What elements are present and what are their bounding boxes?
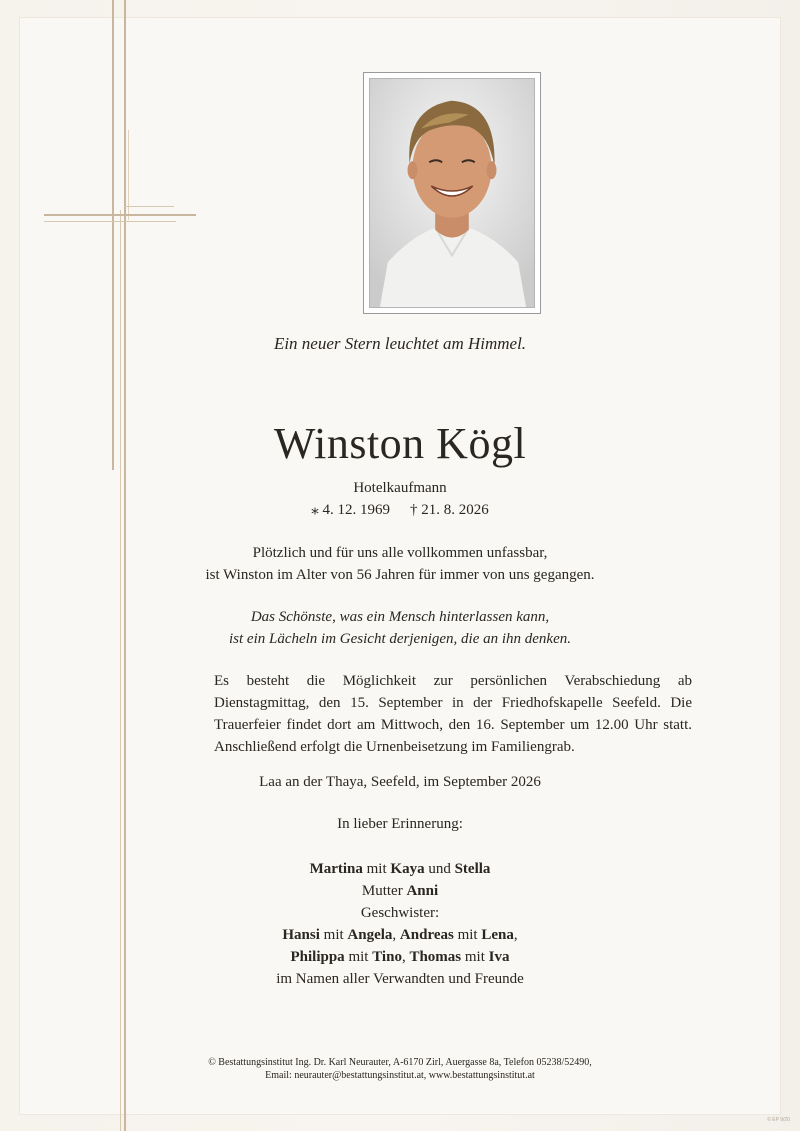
place-date: Laa an der Thaya, Seefeld, im September 2026 bbox=[259, 774, 541, 790]
text-line: Trauerfeier findet dort am Mittwoch, den 16. September um 12.00 Uhr statt. bbox=[214, 717, 692, 733]
mourners-line: Geschwister: bbox=[360, 905, 440, 921]
mourners-line: Mutter Anni bbox=[361, 883, 439, 899]
mourners-line: Martina mit Kaya und Stella bbox=[309, 861, 491, 877]
print-code: © EP 9/20 bbox=[767, 1117, 790, 1123]
text-line: ist Winston im Alter von 56 Jahren für immer von uns gegangen. bbox=[205, 567, 595, 583]
deceased-name: Winston Kögl bbox=[273, 419, 527, 468]
footer-line: © Bestattungsinstitut Ing. Dr. Karl Neurauter, A-6170 Zirl, Auergasse 8a, Telefon 05238/52490, bbox=[208, 1057, 592, 1068]
quote bbox=[0, 606, 800, 650]
memory-heading: In lieber Erinnerung: bbox=[337, 816, 463, 832]
portrait-frame bbox=[363, 72, 541, 314]
occupation: Hotelkaufmann bbox=[353, 480, 447, 496]
cross-bar bbox=[124, 206, 174, 207]
birth-date: ⁎ 4. 12. 1969 bbox=[311, 502, 390, 518]
mourners-line: Philippa mit Tino, Thomas mit Iva bbox=[290, 949, 510, 965]
announcement-text bbox=[0, 542, 800, 586]
footer-imprint bbox=[0, 1056, 800, 1082]
cross-bar bbox=[44, 214, 196, 216]
cross-bar bbox=[44, 221, 176, 222]
motto: Ein neuer Stern leuchtet am Himmel. bbox=[273, 334, 527, 353]
death-date: † 21. 8. 2026 bbox=[410, 502, 489, 518]
text-line: Plötzlich und für uns alle vollkommen unfassbar, bbox=[252, 545, 548, 561]
footer-line: Email: neurauter@bestattungsinstitut.at, www.bestattungsinstitut.at bbox=[265, 1070, 535, 1081]
mourners-list bbox=[0, 858, 800, 990]
funeral-details bbox=[214, 670, 692, 758]
mourners-line: Hansi mit Angela, Andreas mit Lena, bbox=[282, 927, 518, 943]
text-line: Das Schönste, was ein Mensch hinterlassen kann, bbox=[250, 609, 550, 625]
cross-line bbox=[112, 0, 114, 470]
text-line: Anschließend erfolgt die Urnenbeisetzung im Familiengrab. bbox=[214, 739, 575, 755]
text-line: Dienstagmittag, den 15. September in der Friedhofskapelle Seefeld. Die bbox=[214, 695, 692, 711]
text-line: ist ein Lächeln im Gesicht derjenigen, die an ihn denken. bbox=[228, 631, 571, 647]
text-line: Es besteht die Möglichkeit zur persönlichen Verabschiedung ab bbox=[214, 673, 692, 689]
portrait-illustration bbox=[370, 79, 534, 307]
life-dates bbox=[0, 500, 800, 519]
mourners-line: im Namen aller Verwandten und Freunde bbox=[276, 971, 524, 987]
portrait-photo bbox=[369, 78, 535, 308]
